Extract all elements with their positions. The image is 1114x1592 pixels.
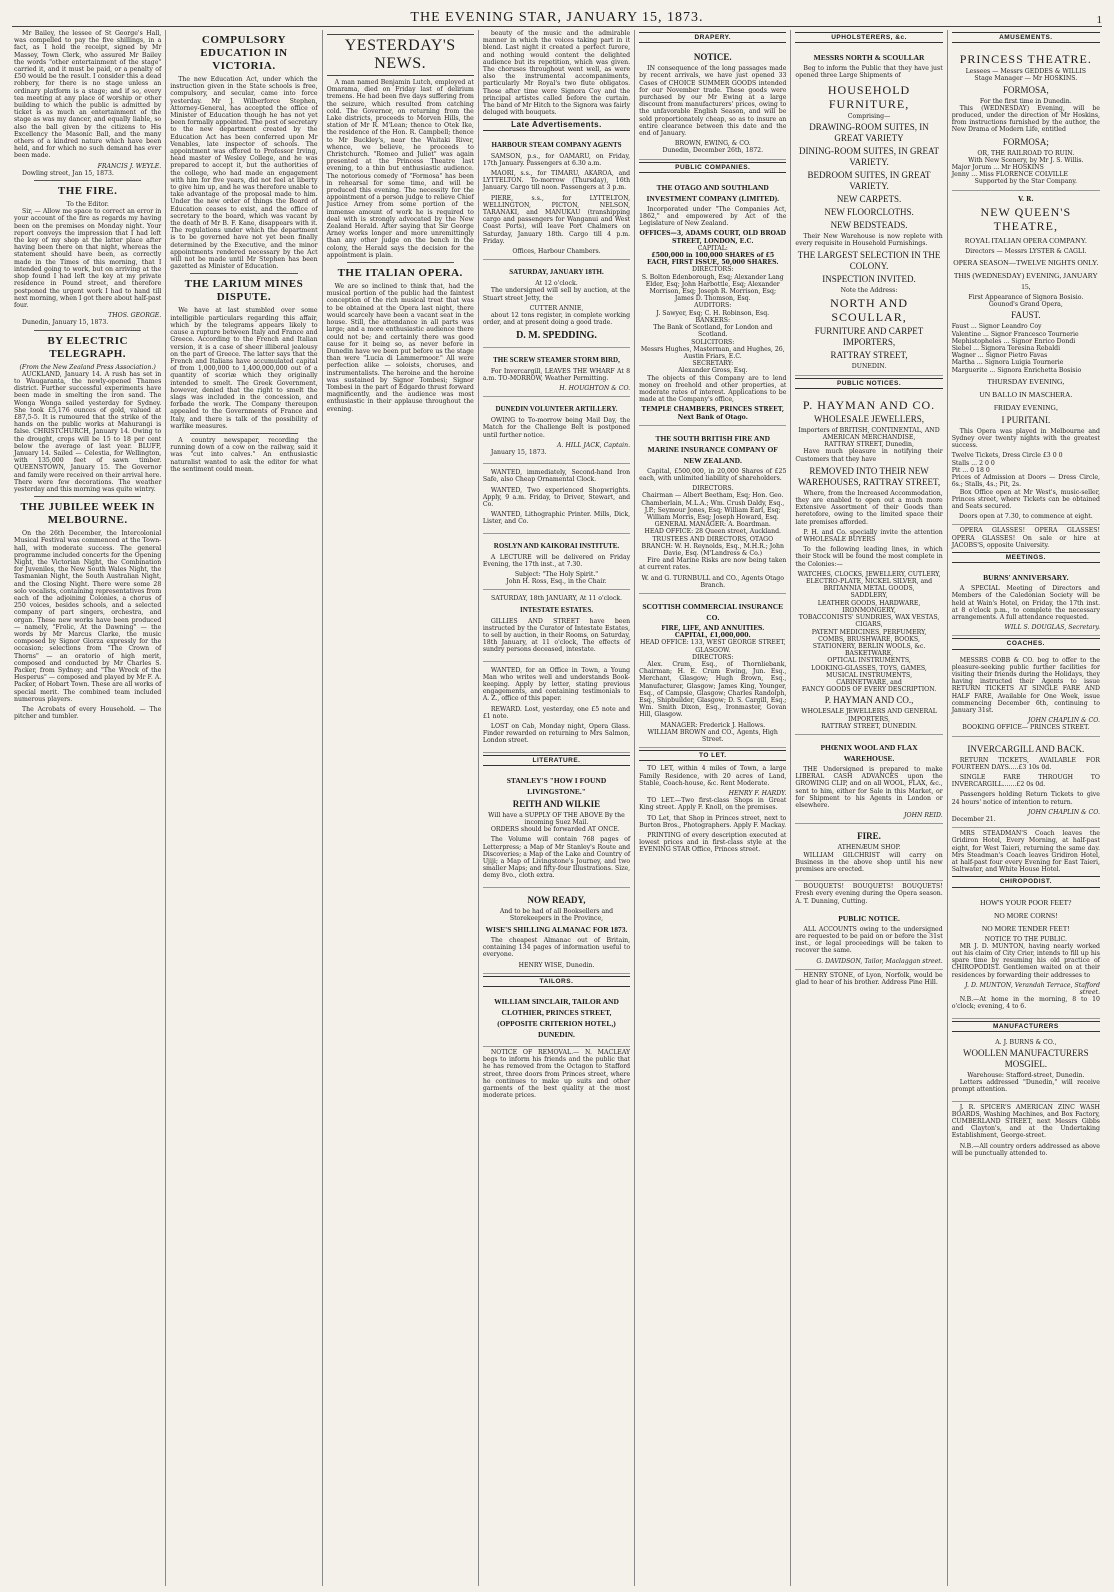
telegraph-source: (From the New Zealand Press Association.): [19, 363, 156, 371]
otago-auditors-label: AUDITORS:: [694, 302, 732, 310]
roslyn-ad: [483, 536, 630, 591]
sinclair-ad: [483, 991, 630, 1047]
amusements-heading: AMUSEMENTS.: [952, 32, 1100, 43]
letter-signature: FRANCIS J. WEYLE.: [97, 162, 162, 170]
formosa-cast-1: Major Jorum ... Mr HOSKINS: [951, 164, 1044, 172]
opera-glasses-ad: OPERA GLASSES! OPERA GLASSES! OPERA GLASSES! On sale or hire at JACOBS'S, opposite University.: [951, 527, 1100, 549]
queens-directors: Directors — Messrs LYSTER & CAGLI.: [965, 247, 1087, 255]
harbour-ad: [483, 135, 630, 261]
wanted-4: WANTED, for an Office in Town, a Young Man who writes well and understands Book-keeping. Apply by letter, stating previous engagements, and containing testimonials to A. Z., office of this paper.: [482, 666, 631, 703]
friday: FRIDAY EVENING,: [993, 402, 1058, 412]
column-3: [323, 30, 479, 1586]
almanac-description: The cheapest Almanac out of Britain, containing 134 pages of information useful to everyone.: [482, 937, 631, 959]
manufacturers-heading: MANUFACTURERS: [952, 1021, 1100, 1032]
hayman-ad: [795, 393, 942, 735]
notice-text: IN consequence of the long passages made by recent arrivals, we have just opened 33 Cases of CHOICE SUMMER GOODS intended for our November trade. These goods were purchased by our Mr Ewing at a large discount from manufacturers' prices, owing to the unfavorable English Season, and will be sold proportionately cheap, so as to insure an entire clearance between this date and the end of January.: [639, 65, 787, 138]
hayman-text2: Where, from the Increased Accommodation, they are enabled to open out a much more Extensive Assortment of their Goods than heretofore, owing to the limited space their late premises afforded.: [795, 489, 943, 526]
scottish-office: HEAD OFFICE: 133, WEST GEORGE STREET, GLASGOW.: [640, 639, 786, 654]
auction-name: D. M. SPEDDING.: [516, 329, 597, 341]
auction-boat: CUTTER ANNIE,: [529, 304, 584, 312]
hayman-subheading: WHOLESALE JEWELLERS,: [814, 413, 925, 424]
opera-note: This Opera was played in Melbourne and Sydney over twenty nights with the greatest success.: [951, 427, 1100, 450]
artillery-text: OWING to To-morrow being Mail Day, the Match for the Challenge Belt is postponed until further notice.: [482, 417, 631, 439]
south-british-rates: Fire and Marine Risks are now being taken at current rates.: [639, 557, 787, 572]
north-text: Beg to inform the Public that they have just opened three Large Shipments of: [795, 65, 943, 80]
box-office: Box Office open at Mr West's, music-seller, Princes street, where Tickets can be obtained and Seats secured.: [951, 488, 1100, 510]
goods-item: FANCY GOODS OF EVERY DESCRIPTION.: [801, 686, 937, 694]
tolet-2: TO LET.—Two first-class Shops in Great King street. Apply F. Knoll, on the premises.: [639, 797, 787, 812]
north-scoullar-sub: FURNITURE AND CARPET IMPORTERS,: [814, 326, 924, 348]
public-notice-signature: G. DAVIDSON, Tailor, Maclaggan street.: [816, 957, 943, 965]
notice-signature: BROWN, EWING, & CO.: [674, 140, 751, 148]
reith-heading: REITH AND WILKIE: [512, 798, 601, 809]
larium-heading: THE LARIUM MINES DISPUTE.: [184, 278, 304, 304]
column-2: [166, 30, 322, 1586]
almanac-heading: NOW READY,: [527, 894, 586, 905]
chiropody-heading: CHIROPODIST.: [952, 876, 1100, 887]
opera-text: We are so inclined to think that, had the musical portion of the public had the faintest conception of the rich musical treat that was to be obtained at the Opera last night, there would scarcely have been a vacant seat in the house. Still, the attendance in all parts was large; and a more enthusiastic audience there could not be; and certainly there was good cause for it being so, as never before in Dunedin have we been put before us the stage than were "Lucia di Lammermoor." All were perfection alike — soloists, choruses, and instrumentalists. The heroine and the heroine was sustained by Signor Tombesi; Signor Tombesi in the part of Edgardo thrust forward magnificently, and the audience was most enthusiastic in their applause throughout the evening.: [326, 283, 474, 413]
otago-text: Incorporated under "The Companies Act, 1862," and empowered by Act of the Legislature of New Zealand.: [639, 205, 787, 228]
rattray-street: RATTRAY STREET,: [830, 350, 908, 361]
warehouse: Warehouse: Stafford-street, Dunedin.: [967, 1072, 1085, 1080]
new-carpets: NEW CARPETS.: [836, 193, 902, 204]
public-notice-heading: PUBLIC NOTICE.: [838, 913, 900, 923]
jubilee-end: The Acrobats of every Household. — The pitcher and tumbler.: [14, 706, 162, 721]
formosa-scenery: With New Scenery, by Mr J. S. Willis.: [968, 156, 1084, 164]
otago-directors-label: DIRECTORS:: [692, 266, 734, 274]
scottish-capital: CAPITAL, £1,000,000.: [674, 632, 751, 640]
fire-signature: THOS. GEORGE.: [108, 312, 162, 320]
yesterday-text: A man named Benjamin Lutch, employed at Omarama, died on Friday last of delirium tremens. He had been five days suffering from the seizure, which resulted from catching cold. The Governor, on returning from the Lake districts, proceeds to Morven Hills, the station of Mr R. M'Lean; thence to Otek Ike, the residence of the Hon. R. Campbell; thence to Mr Buckley's, near the Waitaki River, whence, we believe, he proceeds to Christchurch. "Romeo and Juliet" was again presented at the Princess Theatre last evening, to a thin but enthusiastic audience. The notorious comedy of "Formosa" has been in rehearsal for some time, and will be produced this evening. The necessity for the appointment of a person judge to relieve Chief Justice Arney from some portion of the immense amount of work he is required to deal with is strongly advocated by the New Zealand Herald. After saying that Sir George Arney works longer and more unremittingly than any other judge on the bench in the colony, the Herald says the decision for the appointment is plain.: [326, 79, 474, 259]
cast-item: Marguerite ... Signora Enrichetta Bosisio: [951, 366, 1082, 374]
hayman-special: P. H. and Co. specially invite the attention of WHOLESALE BUYERS: [795, 528, 943, 544]
artillery-heading: DUNEDIN VOLUNTEER ARTILLERY.: [495, 405, 618, 414]
south-british-agents: TRUSTEES AND DIRECTORS, OTAGO BRANCH: W. H. Reynolds, Esq., M.H.R.; John Davie, Esq. (M'Landress & Co.): [641, 535, 784, 557]
cast-item: Valentine ... Signor Francesco Tournerie: [951, 330, 1079, 338]
sinclair-name: WILLIAM SINCLAIR, TAILOR AND CLOTHIER, PRINCES STREET, (OPPOSITE CRITERION HOTEL,) DUNEDIN.: [494, 997, 619, 1040]
intestate-date: SATURDAY, 18th JANUARY, At 11 o'clock.: [490, 595, 623, 603]
otago-capital: £500,000 in 100,000 SHARES of £5 EACH, FIRST ISSUE, 50,000 SHARES.: [646, 252, 779, 267]
north-heading: MESSRS NORTH & SCOULLAR: [813, 53, 925, 63]
scottish-directors: Alex. Crum, Esq., of Thornliebank, Chairman; H. E. Crum Ewing, Jun. Esq., Merchant, Glasgow; Hugh Brown, Esq., Manufacturer, Glasgow; James King, Younger, Esq., of Campsie, Glasgow; Charles Randolph, Esq., Shipbuilder, Glasgow; D. S. Cargill, Esq.; Wm. Smith Dixon, Esq., Ironmaster, Govan Hill, Glasgow.: [639, 661, 787, 719]
roslyn-heading: ROSLYN AND KAIKORAI INSTITUTE.: [493, 541, 620, 550]
phoenix-ad: [795, 737, 942, 824]
tailors-heading: TAILORS.: [483, 976, 630, 987]
column-7: [948, 30, 1104, 1586]
phoenix-heading: PHŒNIX WOOL AND FLAX WAREHOUSE.: [820, 742, 918, 763]
scottish-directors-label: DIRECTORS:: [692, 653, 734, 661]
otago-objects: The objects of this Company are to lend money on freehold and other properties, at moderate rates of interest. Applications to be made at the Company's office,: [639, 374, 787, 404]
south-british-signature: W. and G. TURNBULL and CO., Agents Otago Branch.: [641, 574, 784, 589]
chiropody-hours: N.B.—At home in the morning, 8 to 10 o'clock; evening, 4 to 6.: [951, 996, 1100, 1011]
scottish-signature: WILLIAM BROWN and CO., Agents, High Street.: [647, 728, 778, 744]
queens-theatre-ad: [952, 193, 1100, 526]
coach-date: December 21.: [951, 816, 996, 823]
goods-item: STATIONERY, BERLIN WOOLS, &c.: [812, 642, 926, 650]
otago-bankers: The Bank of Scotland, for London and Scotland.: [653, 324, 773, 339]
jubilee-text: On the 26th December, the Intercolonial Musical Festival was commenced at the Town-hall, with moderate success. The general programme included concerts for the Opening Night, the Victorian Night, the Combination for Juveniles, the New South Wales Night, the Tasmanian Night, the South Australian Night, and the Closing Night. There were some 28 solo vocalists, containing representatives from each of the adjoining Colonies, a chorus of 250 voices, besides schools, and a selected company of part singers, orchestra, and organ. These new works have been produced — namely, "Frolic, At the Dawning" — the words by Mr Marcus Clarke, the music composed by Signor Giorza expressly for the occasion; selections from "The Crown of Thorns" — an oratorio of high merit, composed and conducted by Mr Charles S. Packer, from Sydney; and "The Wreck of the Hesperus" — composed and played by Mr F. A. Packer, of Hobart Town. These are all works of special merit. The combined team included numerous players.: [14, 530, 162, 703]
vr-mark: V. R.: [1018, 195, 1034, 203]
bouquets-ad: BOUQUETS! BOUQUETS! BOUQUETS! Fresh every evening during the Opera season. A. T. Dunning, Cutting.: [795, 883, 943, 905]
otago-directors: S. Bolton Edenborough, Esq; Alexander Lang Elder, Esq; John Harbottle, Esq; Alexander Morrison, Esq; Joseph R. Morrison, Esq; James D. Thomson, Esq.: [641, 273, 784, 303]
gounod: Gounod's Grand Opera,: [988, 301, 1063, 309]
notice-date: Dunedin, December 26th, 1872.: [662, 147, 764, 155]
tolet-1-signature: HENRY F. HARDY.: [728, 790, 787, 798]
intestate-text: GILLIES AND STREET have been instructed by the Curator of Intestate Estates, to sell by auction, in their Rooms, on Saturday, 18th January, at 11 o'clock, The effects of sundry persons deceased, intestate.: [482, 617, 631, 654]
harbour-samson: SAMSON, p.s., for OAMARU, on Friday, 17th January. Passengers at 6.30 a.m.: [482, 152, 631, 167]
formosa-heading: FORMOSA,: [1002, 84, 1049, 95]
goods-item: MUSICAL INSTRUMENTS,: [826, 671, 913, 679]
invercargill-ad: [952, 739, 1100, 829]
public-notice-text: ALL ACCOUNTS owing to the undersigned are requested to be paid on or before the 31st inst., or legal proceedings will be taken to recover the same.: [795, 925, 943, 955]
cast-item: Wagner ... Signor Pietro Favas: [951, 352, 1048, 360]
otago-offices: OFFICES—3, ADAMS COURT, OLD BROAD STREET, LONDON, E.C.: [639, 230, 787, 245]
artillery-date: January 15, 1873.: [490, 448, 547, 456]
goods-item: WATCHES, CLOCKS, JEWELLERY, CUTLERY,: [797, 570, 941, 578]
otago-address: TEMPLE CHAMBERS, PRINCES STREET, Next Bank of Otago.: [641, 406, 784, 421]
south-british-head-office: HEAD OFFICE: 28 Queen street, Auckland.: [644, 528, 782, 536]
inspection-invited: INSPECTION INVITED.: [822, 274, 916, 285]
princess-theatre-ad: [952, 47, 1100, 190]
formosa-cast-2: Jenny ... Miss FLORENCE COLVILLE: [951, 171, 1068, 179]
burns-ad: [952, 567, 1100, 636]
hayman-heading: P. HAYMAN AND CO.: [802, 397, 936, 412]
goods-item: COMBS, BRUSHWARE, BOOKS,: [818, 635, 920, 643]
princess-manager: Stage Manager — Mr HOSKINS.: [974, 75, 1078, 83]
drawing-room-suites: DRAWING-ROOM SUITES, IN GREAT VARIETY: [809, 121, 929, 143]
auction-date: SATURDAY, JANUARY 18TH.: [509, 268, 604, 277]
cobb-ad: [952, 654, 1100, 737]
cast-item: Martha ... Signora Luigia Tournerie: [951, 359, 1064, 367]
hayman-street: RATTRAY STREET, Dunedin,: [824, 441, 914, 449]
invercargill-heading: INVERCARGILL AND BACK.: [967, 743, 1085, 754]
almanac-title: WISE'S SHILLING ALMANAC FOR 1873.: [485, 925, 628, 935]
roslyn-text: A LECTURE will be delivered on Friday Evening, the 17th inst., at 7.30.: [482, 553, 631, 568]
single-note: Passengers holding Return Tickets to give 24 hours' notice of intention to return.: [951, 791, 1100, 806]
woollen-manufacturers: WOOLLEN MANUFACTURERS MOSGIEL.: [963, 1048, 1089, 1070]
hayman-footer-1: P. HAYMAN AND CO.,: [824, 695, 914, 706]
hayman-footer-3: RATTRAY STREET, DUNEDIN.: [821, 722, 917, 730]
booking-office: BOOKING OFFICE— PRINCES STREET.: [962, 724, 1090, 732]
opera-heading: THE ITALIAN OPERA.: [337, 267, 463, 280]
columns: [10, 30, 1104, 1586]
harbour-heading: HARBOUR STEAM COMPANY AGENTS: [491, 140, 622, 149]
hayman-importers: Importers of BRITISH, CONTINENTAL, AND AMERICAN MERCHANDISE,: [798, 426, 940, 442]
otago-solicitors-label: SOLICITORS:: [691, 338, 735, 346]
goods-item: CABINETWARE, and: [836, 678, 902, 686]
storm-heading: THE SCREW STEAMER STORM BIRD,: [493, 355, 620, 364]
south-british-capital: Capital, £500,000, in 20,000 Shares of £25 each, with unlimited liability of shareholders.: [639, 467, 787, 482]
household-furniture: HOUSEHOLD FURNITURE,: [827, 82, 911, 111]
hayman-footer-2: WHOLESALE JEWELLERS AND GENERAL IMPORTERS,: [801, 708, 937, 723]
drapery-heading: DRAPERY.: [639, 32, 786, 43]
princess-lessees: Lessees — Messrs GEDDES & WILLIS: [965, 68, 1087, 76]
formosa-alt: OR, THE RAILROAD TO RUIN.: [977, 149, 1075, 157]
hayman-lines: To the following leading lines, in which their Stock will be found the most complete in the Colonies:—: [795, 546, 943, 568]
otago-heading: THE OTAGO AND SOUTHLAND INVESTMENT COMPANY (LIMITED).: [646, 182, 780, 203]
column-1: [10, 30, 166, 1586]
thursday: THURSDAY EVENING,: [987, 376, 1065, 386]
formosa-sub: For the first time in Dunedin.: [979, 97, 1072, 105]
address-note: Note the Address:: [840, 287, 898, 295]
north-scoullar-ad: [795, 47, 942, 375]
goods-item: LOOKING-GLASSES, TOYS, GAMES,: [811, 664, 927, 672]
notice-ad: [639, 47, 786, 159]
otago-solicitors: Messrs Hughes, Masterman, and Hughes, 26, Austin Friars, E.C.: [640, 345, 785, 360]
north-scoullar-name: NORTH AND SCOULLAR,: [830, 296, 909, 325]
spicer-nb: N.B.—All country orders addressed as above will be punctually attended to.: [951, 1142, 1100, 1157]
south-british-manager: GENERAL MANAGER: A. Boardman.: [654, 521, 771, 529]
wanted-1: WANTED, immediately, Second-hand Iron Safe, also Cheap Ornamental Clock.: [482, 469, 631, 484]
price-list: [952, 452, 1100, 488]
chiropody-text: MR J. D. MUNTON, having nearly worked out his claim of City Crier, intends to fill up his spare time by resuming his old practice of CHIROPODIST. Gentlemen waited on at their residences by forwarding their addresses to: [951, 942, 1100, 979]
auction-ad: [483, 262, 630, 347]
cast-item: Mephistopheles ... Signor Enrico Dondi: [951, 337, 1076, 345]
opera-continued: beauty of the music and the admirable manner in which the voices taking part in it blend. Last night it created a perfect furore, and nothing would content the delighted audience but its repetition, which was given. The choruses throughout went well, as were also the instrumental accompaniments, particularly Mr Royal's two flute obligatos. Those after time were Signora Coy and the principal artistes called before the curtain. The band of Mr Hitch to the Signora was fairly deluged with bouquets.: [482, 30, 631, 117]
feet-1: HOW'S YOUR POOR FEET?: [980, 897, 1072, 907]
athenaeum-shop: ATHENÆUM SHOP.: [837, 844, 901, 852]
roslyn-chair: John H. Ross, Esq., in the Chair.: [506, 578, 607, 586]
price-item: Twelve Tickets, Dress Circle £3 0 0: [951, 452, 1063, 460]
tolet-1: TO LET, within 4 miles of Town, a large Family Residence, with 20 acres of Land, Stable, Coach-house, &c. Rent Moderate.: [639, 765, 787, 787]
storm-bird-ad: [483, 350, 630, 398]
puritani: I PURITANI.: [1001, 414, 1051, 425]
telegraph-text: AUCKLAND, January 14. A rush has set in to Waugaranta, the newly-opened Thames district. Further successful experiments have been made in smelting the iron sand. The Wonga Wonga sailed yesterday for Sydney. She took £5,176 ounces of gold, valued at £87,5-5. It is rumoured that the strike of the hands on the public works at Mahurangi is false. CHRISTCHURCH, January 14. Owing to the drought, crops will be 15 to 18 per cent below the average of last year. BLUFF, January 14. Sailed — Celestia, for Wellington, with 135,000 feet of sawn timber. QUEENSTOWN, January 15. The Governor and family were received on their arrival here. There were few decorations. The weather yesterday and this morning was quite wintry.: [14, 370, 162, 493]
reward-notice: REWARD. Lost, yesterday, one £5 note and £1 note.: [482, 705, 631, 720]
letter-text: Mr Bailey, the lessee of St George's Hall, was compelled to pay the five shillings, in a fact, as I hold the receipt, signed by Mr Massey, Town Clerk, who assured Mr Bailey the words "other entertainment of the stage" carried it, and it must be paid, or a penalty of £50 would be the result. I consider this a dead robbery, for there is no stage unless an ordinary platform is a stage; and if so, every tea meeting at any place of worship or other building to which the public is admitted by ticket is as much an entertainment of the stage as was my dancer, and equally liable, so also the ball given by the citizens to His Excellency the Masonic Ball, and the many others of a kindred nature which have been held, and for which no such demand has ever been made.: [14, 30, 162, 160]
goods-item: SADDLERY,: [850, 592, 888, 600]
harbour-office: Offices, Harbour Chambers.: [512, 248, 601, 256]
upholsterers-heading: UPHOLSTERERS, &c.: [795, 32, 942, 43]
price-item: Pit ... 0 18 0: [951, 466, 990, 474]
late-ads-heading: Late Advertisements.: [483, 119, 630, 130]
princess-heading: PRINCESS THEATRE.: [959, 52, 1092, 67]
masthead: [12, 4, 1102, 27]
chiropody-notice: NOTICE TO THE PUBLIC.: [984, 935, 1067, 943]
column-5: [635, 30, 791, 1586]
almanac-ad: [483, 890, 630, 974]
new-bedsteads: NEW BEDSTEADS.: [830, 219, 908, 230]
wanted-ads: [483, 466, 630, 533]
fire-date: Dunedin, January 15, 1873.: [22, 319, 109, 327]
chiropody-ad: [952, 892, 1100, 1019]
burns-signature: WILL S. DOUGLAS, Secretary.: [1004, 624, 1100, 632]
otago-bankers-label: BANKERS:: [695, 316, 731, 324]
goods-item: ELECTRO-PLATE, NICKEL SILVER, and BRITANNIA METAL GOODS,: [805, 578, 933, 593]
burns-co: A. J. BURNS & CO.,: [995, 1038, 1057, 1046]
misc-ads: [483, 664, 630, 753]
scottish-ad: [639, 596, 786, 748]
column-6: [791, 30, 947, 1586]
fire-to-editor: To the Editor.: [66, 201, 109, 209]
goods-item: OPTICAL INSTRUMENTS,: [827, 657, 911, 665]
education-heading: COMPULSORY EDUCATION IN VICTORIA.: [200, 34, 288, 72]
goods-list: [795, 571, 942, 693]
tolet-3: TO Let, that Shop in Princes street, next to Burton Bros., Photographers. Apply F. Mackay.: [639, 814, 787, 829]
harbour-maori: MAORI, s.s., for TIMARU, AKAROA, and LYTTELTON. To-morrow (Thursday), 16th January. Cargo till noon. Passengers at 3 p.m.: [482, 170, 631, 192]
newspaper-title: THE EVENING STAR, JANUARY 15, 1873.: [410, 10, 704, 25]
hayman-removed: REMOVED INTO THEIR NEW WAREHOUSES, RATTRAY STREET,: [797, 465, 941, 487]
opera-season: OPERA SEASON—TWELVE NIGHTS ONLY.: [953, 258, 1099, 268]
burns-text: A SPECIAL Meeting of Directors and Members of the Caledonian Society will be held at Wain's Hotel, on Friday, the 17th inst. at 8 o'clock p.m., to complete the necessary arrangements. A full attendance requested.: [951, 585, 1100, 621]
public-notice-ad: [795, 908, 942, 970]
yesterday-heading: YESTERDAY'S NEWS.: [327, 34, 474, 76]
queens-heading: NEW QUEEN'S THEATRE,: [980, 204, 1072, 233]
cobb-text: MESSRS COBB & CO. beg to offer to the pleasure-seeking public further facilities for visiting their friends during the Holidays, they having instructed their Agents to issue RETURN TICKETS AT SINGLE FARE AND HALF FARE, Available for One Week, issue commencing December 6th, continuing to January 31st.: [951, 656, 1100, 714]
hayman-text: Have much pleasure in notifying their Customers that they have: [795, 448, 943, 463]
goods-item: TOBACCONISTS' SUNDRIES, WAX VESTAS, CIGARS,: [798, 614, 940, 629]
harbour-piere: PIERE, s.s., for LYTTELTON, WELLINGTON, PICTON, NELSON, TARANAKI, and MANUKAU (transhipping cargo and passengers for Wanganui and West Coast Ports), will leave Port Chalmers on Saturday, January 18th. Cargo till 4 p.m. Friday.: [482, 194, 631, 245]
formosa-text: This (WEDNESDAY) Evening, will be produced, under the direction of Mr Hoskins, from instructions furnished by the author, the New Drama of Modern Life, entitled: [951, 104, 1100, 134]
faust: FAUST.: [1011, 310, 1041, 321]
livingstone-ad: [483, 770, 630, 888]
education-text: The new Education Act, under which the instruction given in the State schools is free, compulsory, and secular, came into force yesterday. Mr J. Wilberforce Stephen, Attorney-General, has accepted the office of Minister of Education though he has not yet been formally appointed. The post of secretary to the new department created by the Education Act has been conferred upon Mr Venables, late inspector of schools. The appointment was offered to Professor Irving, head master of Wesley College, and he was prepared to accept it, but the authorities of the college, who had made an engagement with him for five years, did not feel at liberty to give him up, and he was therefore unable to take advantage of the proposal made to him. Under the new order of things the Board of Education ceases to exist, and the office of secretary to the board, which was vacant by the death of Mr B. F. Kane, disappears with it. The regulations under which the department is to be governed have not yet been finally determined by the Executive, and the minor appointments rendered necessary by the Act will not be made until Mr Stephen has been gazetted as Minister of Education.: [170, 76, 318, 271]
cast-item: Siebel ... Signora Teresina Rebaldi: [951, 345, 1061, 353]
cast-item: Faust ... Signor Leandro Coy: [951, 323, 1042, 331]
price-item: Stalls ... 2 0 0: [951, 459, 995, 467]
reith-description: The Volume will contain 768 pages of Letterpress; a Map of Mr Stanley's Route and Discoveries; a Map of the Lake and Country of Ujiji; a Map of Livingstone's Journey, and two smaller Maps; and fifty-four Illustrations. Size, demy 8vo., cloth extra.: [482, 836, 631, 880]
invercargill-text: RETURN TICKETS, AVAILABLE FOR FOURTEEN DAYS.....£3 10s 0d.: [951, 756, 1100, 771]
fire-title: FIRE.: [857, 831, 881, 842]
larium-end: A country newspaper, recording the running down of a cow on the railway, said it was "cut into calves." An enthusiastic naturalist wanted to ask the editor for what the sentiment could mean.: [170, 436, 318, 473]
auction-time: At 12 o'clock.: [535, 280, 578, 288]
chiropody-signature: J. D. MUNTON, Verandah Terrace, Stafford street.: [965, 981, 1100, 997]
reith-note: ORDERS should be forwarded AT ONCE.: [490, 826, 620, 834]
almanac-text: And to be had of all Booksellers and Storekeepers in the Province,: [499, 907, 614, 922]
bedroom-suites: BEDROOM SUITES, IN GREAT VARIETY.: [807, 169, 931, 191]
notice-heading: NOTICE.: [693, 52, 732, 63]
doors-open: Doors open at 7.30, to commence at eight.: [958, 513, 1093, 521]
south-british-directors: Chairman — Albert Beetham, Esq; Hon. Geo. Chamberlain, M.L.A.; Wm. Crush Daldy, Esq., J.P.; Seymour Jones, Esq; William Earl, Esq; William Morris, Esq; Joseph Howard, Esq.: [641, 492, 785, 521]
letter-date: Dowling street, Jan 15, 1873.: [22, 169, 114, 177]
scottish-manager: MANAGER: Frederick J. Hallows.: [660, 721, 766, 729]
fire-text: Sir, — Allow me space to correct an error in your account of the fire as regards my having been on the premises on Monday night. Your report conveys the impression that I had left the key of my shop at the latter place after having been there on that night, whereas the statement should have been, as correctly made in the Times of this morning, that I intended going to work, but on arriving at the shop found I had left the key at my private residence in Pound street, and therefore postponed the urgent work I had to hand till next morning, when I got there about half-past four.: [14, 208, 162, 309]
largest-selection: THE LARGEST SELECTION IN THE COLONY.: [797, 250, 941, 272]
feet-2: NO MORE CORNS!: [993, 910, 1058, 920]
wanted-3: WANTED, Lithographic Printer. Mills, Dick, Lister, and Co.: [482, 511, 631, 526]
first-appearance: First Appearance of Signora Bosisio.: [968, 294, 1084, 302]
single-signature: JOHN CHAPLIN & CO.: [1028, 808, 1100, 816]
cobb-signature: JOHN CHAPLIN & CO.: [1028, 717, 1100, 725]
steadman-ad: MRS STEADMAN'S Coach leaves the Gridiron Hotel, Every Morning, at half-past eight, for West Taieri, returning the same day. Mrs Steadman's Coach leaves Gridiron Hotel, at half-past four every Evening for East Taieri, Saltwater, and White House Hotel.: [951, 830, 1100, 874]
ballo: UN BALLO IN MASCHERA.: [979, 389, 1073, 399]
formosa-title: FORMOSA;: [1002, 136, 1049, 147]
companies-heading: PUBLIC COMPANIES.: [639, 162, 786, 173]
page-number: 1: [1096, 14, 1102, 26]
new-floorcloths: NEW FLOORCLOTHS.: [824, 206, 914, 217]
scottish-heading: SCOTTISH COMMERCIAL INSURANCE CO.: [642, 601, 784, 622]
jubilee-heading: THE JUBILEE WEEK IN MELBOURNE.: [20, 501, 155, 527]
feet-3: NO MORE TENDER FEET!: [981, 923, 1070, 933]
phoenix-text: THE Undersigned is prepared to make LIBERAL CASH ADVANCES upon the GROWING CLIP, and on all WOOL, FLAX, &c., sent to him, either for Sale in this Market, or for Shipment to his Agents in London or elsewhere.: [795, 765, 943, 809]
cast-list: [952, 323, 1100, 373]
burns-woollen-ad: [952, 1036, 1100, 1102]
dining-room-suites: DINING-ROOM SUITES, IN GREAT VARIETY.: [799, 145, 940, 167]
printing-notice: PRINTING of every description executed at lowest prices and in first-class style at the EVENING STAR Office, Princes street.: [639, 832, 787, 854]
otago-capital-label: CAPITAL:: [697, 244, 728, 252]
otago-investment-ad: [639, 177, 786, 426]
meetings-heading: MEETINGS.: [952, 552, 1100, 563]
price-item: Prices of Admission at Doors — Dress Circle, 6s.; Stalls, 4s.; Pit, 2s.: [951, 474, 1100, 489]
goods-item: LEATHER GOODS, HARDWARE, IRONMONGERY,: [817, 599, 921, 614]
fire-heading: THE FIRE.: [57, 185, 118, 198]
artillery-signature: A. HILL JACK, Captain.: [556, 441, 631, 449]
otago-auditors: J. Sawyer, Esq; C. H. Robinson, Esq.: [656, 309, 770, 317]
almanac-signature: HENRY WISE, Dunedin.: [518, 961, 595, 969]
coaches-heading: COACHES.: [952, 638, 1100, 649]
dunedin-label: DUNEDIN.: [851, 363, 887, 371]
burns-heading: BURNS' ANNIVERSARY.: [983, 573, 1069, 583]
otago-secretary: Alexander Gross, Esq.: [678, 367, 748, 375]
auction-text: The undersigned will sell by auction, at the Stuart street Jetty, the: [482, 287, 631, 302]
scottish-subheading: FIRE, LIFE, AND ANNUITIES.: [661, 624, 765, 632]
telegraph-heading: BY ELECTRIC TELEGRAPH.: [47, 334, 128, 360]
intestate-heading: INTESTATE ESTATES.: [519, 605, 593, 614]
reith-text: Will have a SUPPLY OF THE ABOVE By the incoming Suez Mail.: [488, 811, 625, 827]
south-british-heading: THE SOUTH BRITISH FIRE AND MARINE INSURANCE COMPANY OF NEW ZEALAND.: [647, 433, 778, 465]
roslyn-subject: Subject: "The Holy Spirit.": [514, 570, 599, 578]
south-british-ad: [639, 428, 786, 594]
column-4: [479, 30, 635, 1586]
auction-text2: about 12 tons register, in complete working order, and at present doing a good trade.: [482, 312, 631, 327]
tolet-heading: TO LET.: [639, 750, 786, 761]
intestate-ad: [483, 592, 630, 661]
gilchrist-text: WILLIAM GILCHRIST will carry on Business in the above shop until his new premises are erected.: [795, 851, 943, 873]
wanted-2: WANTED, Two experienced Shopwrights. Apply, 9 a.m. Friday, to Driver, Stewart, and Co.: [482, 486, 631, 508]
storm-text: For Invercargill, LEAVES THE WHARF At 8 a.m. TO-MORROW, Weather Permitting.: [482, 367, 631, 382]
comprising: Comprising—: [847, 112, 891, 120]
artillery-ad: [483, 399, 630, 464]
otago-secretary-label: SECRETARY:: [692, 360, 734, 368]
queens-sub: ROYAL ITALIAN OPERA COMPANY.: [964, 235, 1087, 245]
goods-item: PATENT MEDICINES, PERFUMERY,: [811, 628, 927, 636]
formosa-support: Supported by the Star Company.: [974, 178, 1078, 186]
public-notices-heading: PUBLIC NOTICES.: [795, 378, 942, 389]
larium-text: We have at last stumbled over some intelligible particulars regarding this affair, which by the telegrams appears likely to cause a rupture between Italy and France and Greece. According to the French and Italian version, it is a case of sheer illiberal jealousy on the part of Greece. The latter says that the French and Italians have accumulated capital of from 1,000,000 to 1,400,000,000 out of a quantity of scoriæ which they originally intended to smelt. The Greek Government, however, denied that the right to smelt the slags was included in the concession, and forbade the work. The Company thereupon appealed to the Governments of France and Italy, and there is talk of the possibility of warlike measures.: [170, 307, 318, 430]
athenaeum-ad: [795, 826, 942, 881]
lost-notice: LOST on Cab, Monday night, Opera Glass. Finder rewarded on returning to Mrs Salmon, London street.: [482, 723, 631, 745]
henry-stone-notice: HENRY STONE, of Lyon, Norfolk, would be glad to hear of his brother. Address Pine Hill.: [795, 971, 943, 986]
phoenix-signature: JOHN REID.: [904, 812, 943, 820]
tonight: THIS (WEDNESDAY) EVENING, JANUARY 15,: [953, 271, 1098, 292]
letters: Letters addressed "Dunedin," will receive prompt attention.: [951, 1079, 1100, 1094]
south-british-directors-label: DIRECTORS.: [692, 485, 734, 493]
storm-agent: H. HOUGHTON & CO.: [559, 384, 631, 392]
spicer-ad: J. R. SPICER'S AMERICAN ZINC WASH BOARDS, Washing Machines, and Box Factory, CUMBERLAND STREET, next Messrs Gibbs and Clayton's, and at the Undertaking Establishment, George-street.: [951, 1103, 1100, 1140]
removal-notice: NOTICE OF REMOVAL.— N. MACLEAY begs to inform his friends and the public that he has removed from the Octagon to Stafford street, three doors from Princes street, where he continues to make up suits and other garments of the best quality at the most moderate prices.: [482, 1049, 631, 1100]
livingstone-heading: STANLEY'S "HOW I FOUND LIVINGSTONE.": [506, 775, 607, 796]
showroom-text: Their New Warehouse is now replete with every requisite in Household Furnishings.: [795, 232, 943, 248]
single-fare: SINGLE FARE THROUGH TO INVERCARGILL.......£2 0s 0d.: [951, 773, 1100, 789]
goods-item: BASKETWARE,: [844, 650, 894, 658]
literature-heading: LITERATURE.: [483, 755, 630, 766]
